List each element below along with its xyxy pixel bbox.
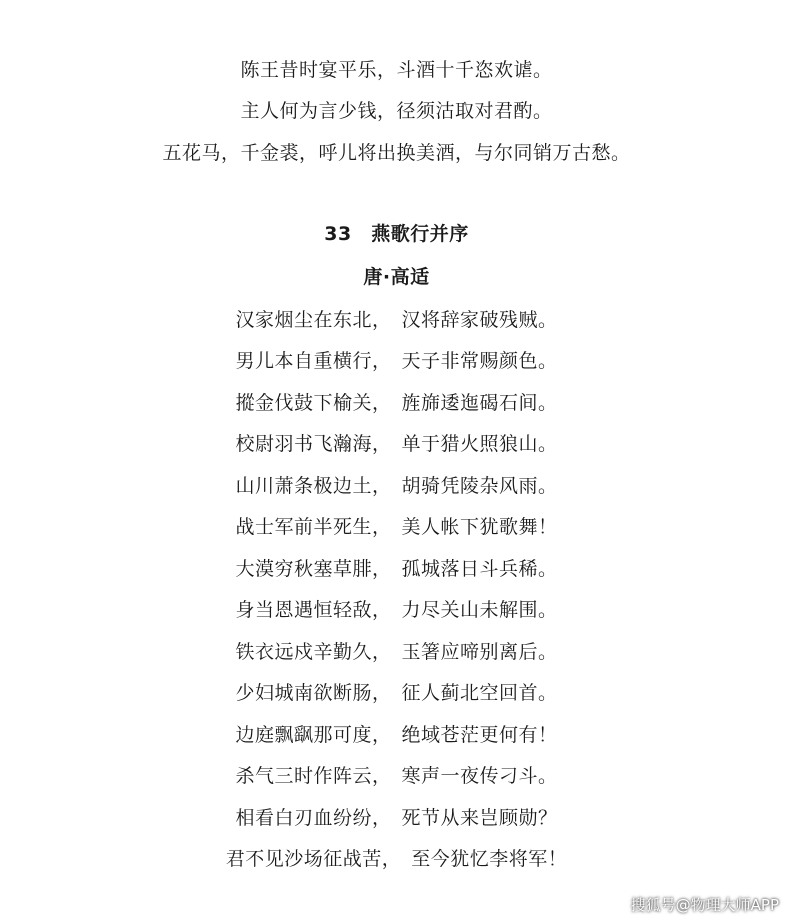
poem-line: 山川萧条极边土， 胡骑凭陵杂风雨。 [235,475,558,497]
poem-title: 33 燕歌行并序 [324,223,469,245]
watermark: 搜狐号@物理大师APP [630,896,779,914]
intro-line: 五花马，千金裘，呼儿将出换美酒，与尔同销万古愁。 [162,142,631,164]
poem-author: 唐·高适 [363,266,430,288]
poem-line: 杀气三时作阵云， 寒声一夜传刁斗。 [235,765,558,787]
poem-line: 摐金伐鼓下榆关， 旌旆逶迤碣石间。 [235,392,558,414]
poem-line: 边庭飘飖那可度， 绝域苍茫更何有！ [235,724,558,746]
intro-line: 陈王昔时宴平乐，斗酒十千恣欢谑。 [240,59,553,81]
intro-line: 主人何为言少钱，径须沽取对君酌。 [240,100,553,122]
poem-line: 男儿本自重横行， 天子非常赐颜色。 [235,350,558,372]
poem-line: 少妇城南欲断肠， 征人蓟北空回首。 [235,682,558,704]
poem-line: 校尉羽书飞瀚海， 单于猎火照狼山。 [235,433,558,455]
poem-line: 战士军前半死生， 美人帐下犹歌舞！ [235,516,558,538]
poem-line: 相看白刃血纷纷， 死节从来岂顾勋？ [235,807,558,829]
poem-line: 铁衣远戍辛勤久， 玉箸应啼别离后。 [235,641,558,663]
poem-line: 身当恩遇恒轻敌， 力尽关山未解围。 [235,599,558,621]
poem-line: 汉家烟尘在东北， 汉将辞家破残贼。 [235,309,558,331]
poem-line: 大漠穷秋塞草腓， 孤城落日斗兵稀。 [235,558,558,580]
poem-line: 君不见沙场征战苦， 至今犹忆李将军！ [225,848,568,870]
